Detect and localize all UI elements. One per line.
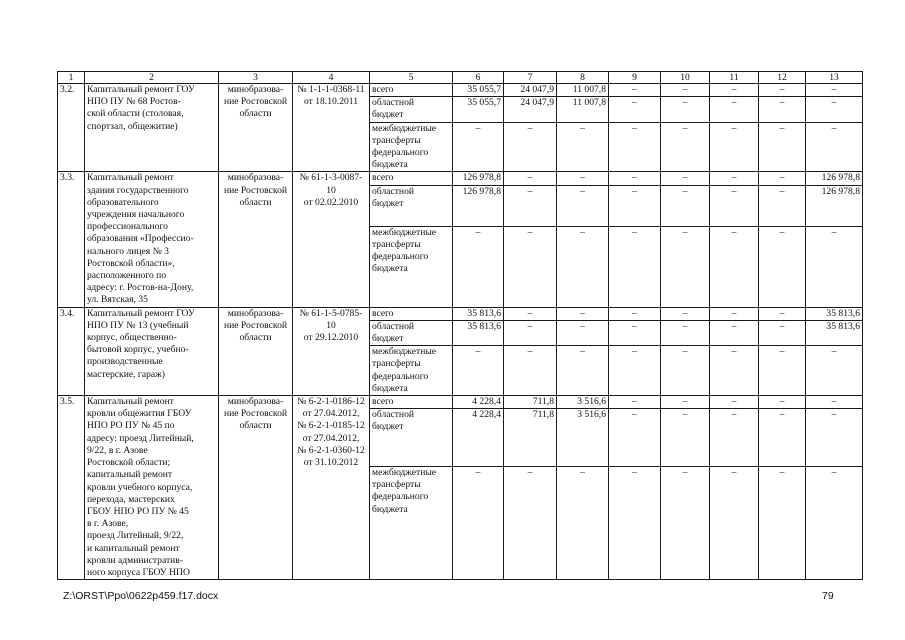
amount-cell: – <box>453 226 504 307</box>
amount-cell: 35 813,6 <box>453 320 504 345</box>
column-header: 8 <box>557 72 609 84</box>
amount-cell: 35 055,7 <box>453 84 504 97</box>
column-header: 4 <box>293 72 370 84</box>
expertise-document: № 61-1-5-0785-10 от 29.12.2010 <box>293 307 370 395</box>
amount-cell: – <box>759 346 806 396</box>
amount-cell: – <box>710 346 759 396</box>
amount-cell: 126 978,8 <box>806 185 863 226</box>
amount-cell: – <box>609 346 661 396</box>
column-header: 2 <box>85 72 219 84</box>
amount-cell: – <box>759 409 806 467</box>
amount-cell: 711,8 <box>504 409 557 467</box>
amount-cell: – <box>661 84 710 97</box>
amount-cell: – <box>557 185 609 226</box>
amount-cell: – <box>453 466 504 579</box>
amount-cell: – <box>504 320 557 345</box>
amount-cell: – <box>710 466 759 579</box>
amount-cell: – <box>710 84 759 97</box>
amount-cell: – <box>759 466 806 579</box>
amount-cell: – <box>504 226 557 307</box>
amount-cell: 4 228,4 <box>453 396 504 409</box>
column-header: 3 <box>219 72 293 84</box>
amount-cell: – <box>609 466 661 579</box>
budget-table <box>57 71 863 580</box>
column-header: 13 <box>806 72 863 84</box>
amount-cell: 35 813,6 <box>806 307 863 320</box>
amount-cell: – <box>609 409 661 467</box>
amount-cell: – <box>504 185 557 226</box>
funding-source: всего <box>370 307 453 320</box>
amount-cell: – <box>609 122 661 172</box>
amount-cell: – <box>661 409 710 467</box>
amount-cell: 35 813,6 <box>806 320 863 345</box>
amount-cell: – <box>759 185 806 226</box>
column-header: 11 <box>710 72 759 84</box>
amount-cell: – <box>759 226 806 307</box>
amount-cell: – <box>759 320 806 345</box>
amount-cell: – <box>806 346 863 396</box>
amount-cell: – <box>806 226 863 307</box>
column-header: 1 <box>58 72 85 84</box>
amount-cell: 711,8 <box>504 396 557 409</box>
amount-cell: – <box>661 396 710 409</box>
amount-cell: – <box>557 466 609 579</box>
amount-cell: 4 228,4 <box>453 409 504 467</box>
column-header: 12 <box>759 72 806 84</box>
funding-source: всего <box>370 396 453 409</box>
amount-cell: 11 007,8 <box>557 97 609 122</box>
object-name: Капитальный ремонт кровли общежития ГБОУ НПО РО ПУ № 45 по адресу: проезд Литейный, 9/22, в г. Азове Ростовской области; капитальный ремонт кровли учебного корпуса, перехода, мастерских ГБОУ НПО РО ПУ № 45 в г. Азове, проезд Литейный, 9/22, и капитальный ремонт кровли административ- ного корпуса ГБОУ НПО <box>85 396 219 580</box>
column-header: 7 <box>504 72 557 84</box>
amount-cell: – <box>710 307 759 320</box>
object-name: Капитальный ремонт ГОУ НПО ПУ № 68 Ростов- ской области (столовая, спортзал, общежитие) <box>85 84 219 172</box>
responsible-org: минобразова- ние Ростовской области <box>219 307 293 395</box>
amount-cell: – <box>504 307 557 320</box>
amount-cell: – <box>710 122 759 172</box>
amount-cell: – <box>661 346 710 396</box>
amount-cell: – <box>806 396 863 409</box>
amount-cell: 35 813,6 <box>453 307 504 320</box>
amount-cell: 126 978,8 <box>806 172 863 185</box>
item-number: 3.4. <box>58 307 85 395</box>
expertise-document: № 61-1-3-0087-10 от 02.02.2010 <box>293 172 370 307</box>
amount-cell: – <box>557 172 609 185</box>
budget-table-body <box>58 72 863 580</box>
amount-cell: – <box>710 409 759 467</box>
amount-cell: – <box>806 84 863 97</box>
object-name: Капитальный ремонт ГОУ НПО ПУ № 13 (учебный корпус, общественно- бытовой корпус, учебно- производственные мастерские, гараж) <box>85 307 219 395</box>
funding-source: всего <box>370 84 453 97</box>
table-row <box>58 396 863 409</box>
responsible-org: минобразова- ние Ростовской области <box>219 396 293 580</box>
amount-cell: – <box>710 396 759 409</box>
funding-source: межбюджетные трансферты федерального бюджета <box>370 346 453 396</box>
expertise-document: № 6-2-1-0186-12 от 27.04.2012, № 6-2-1-0185-12 от 27.04.2012, № 6-2-1-0360-12 от 31.10.2012 <box>293 396 370 580</box>
amount-cell: – <box>609 97 661 122</box>
table-row <box>58 84 863 97</box>
amount-cell: – <box>661 185 710 226</box>
amount-cell: – <box>710 226 759 307</box>
amount-cell: – <box>661 466 710 579</box>
amount-cell: – <box>661 122 710 172</box>
amount-cell: – <box>609 185 661 226</box>
amount-cell: – <box>806 122 863 172</box>
amount-cell: 126 978,8 <box>453 172 504 185</box>
amount-cell: – <box>557 346 609 396</box>
amount-cell: – <box>504 172 557 185</box>
funding-source: всего <box>370 172 453 185</box>
amount-cell: – <box>806 97 863 122</box>
amount-cell: 3 516,6 <box>557 396 609 409</box>
responsible-org: минобразова- ние Ростовской области <box>219 172 293 307</box>
amount-cell: – <box>806 409 863 467</box>
column-header: 9 <box>609 72 661 84</box>
amount-cell: – <box>504 346 557 396</box>
amount-cell: – <box>759 307 806 320</box>
amount-cell: – <box>661 307 710 320</box>
amount-cell: – <box>504 466 557 579</box>
amount-cell: – <box>609 307 661 320</box>
object-name: Капитальный ремонт здания государственного образовательного учреждения начального профессионального образования «Профессио- нального лицея № 3 Ростовской области», расположенного по адресу: г. Ростов-на-Дону, ул. Вятская, 35 <box>85 172 219 307</box>
column-number-row <box>58 72 863 84</box>
amount-cell: – <box>759 122 806 172</box>
funding-source: областной бюджет <box>370 409 453 467</box>
amount-cell: – <box>759 84 806 97</box>
column-header: 5 <box>370 72 453 84</box>
amount-cell: – <box>609 226 661 307</box>
page-number: 79 <box>822 590 834 602</box>
amount-cell: – <box>710 185 759 226</box>
amount-cell: – <box>710 97 759 122</box>
funding-source: межбюджетные трансферты федерального бюджета <box>370 226 453 307</box>
amount-cell: – <box>661 172 710 185</box>
funding-source: межбюджетные трансферты федерального бюджета <box>370 122 453 172</box>
amount-cell: – <box>557 122 609 172</box>
amount-cell: – <box>609 172 661 185</box>
amount-cell: 24 047,9 <box>504 97 557 122</box>
amount-cell: – <box>609 84 661 97</box>
amount-cell: 24 047,9 <box>504 84 557 97</box>
item-number: 3.3. <box>58 172 85 307</box>
amount-cell: – <box>710 172 759 185</box>
amount-cell: – <box>661 320 710 345</box>
amount-cell: – <box>806 466 863 579</box>
amount-cell: 126 978,8 <box>453 185 504 226</box>
table-row <box>58 172 863 185</box>
amount-cell: – <box>661 226 710 307</box>
amount-cell: – <box>557 307 609 320</box>
amount-cell: – <box>453 122 504 172</box>
expertise-document: № 1-1-1-0368-11 от 18.10.2011 <box>293 84 370 172</box>
amount-cell: – <box>759 172 806 185</box>
amount-cell: – <box>557 320 609 345</box>
table-row <box>58 307 863 320</box>
funding-source: областной бюджет <box>370 97 453 122</box>
amount-cell: – <box>557 226 609 307</box>
amount-cell: 3 516,6 <box>557 409 609 467</box>
funding-source: областной бюджет <box>370 320 453 345</box>
responsible-org: минобразова- ние Ростовской области <box>219 84 293 172</box>
amount-cell: – <box>661 97 710 122</box>
amount-cell: – <box>453 346 504 396</box>
amount-cell: 35 055,7 <box>453 97 504 122</box>
column-header: 10 <box>661 72 710 84</box>
file-path-footer: Z:\ORST\Ppo\0622p459.f17.docx <box>63 590 219 602</box>
funding-source: областной бюджет <box>370 185 453 226</box>
amount-cell: 11 007,8 <box>557 84 609 97</box>
amount-cell: – <box>759 396 806 409</box>
amount-cell: – <box>710 320 759 345</box>
amount-cell: – <box>504 122 557 172</box>
amount-cell: – <box>609 396 661 409</box>
column-header: 6 <box>453 72 504 84</box>
amount-cell: – <box>759 97 806 122</box>
funding-source: межбюджетные трансферты федерального бюджета <box>370 466 453 579</box>
item-number: 3.2. <box>58 84 85 172</box>
amount-cell: – <box>609 320 661 345</box>
item-number: 3.5. <box>58 396 85 580</box>
